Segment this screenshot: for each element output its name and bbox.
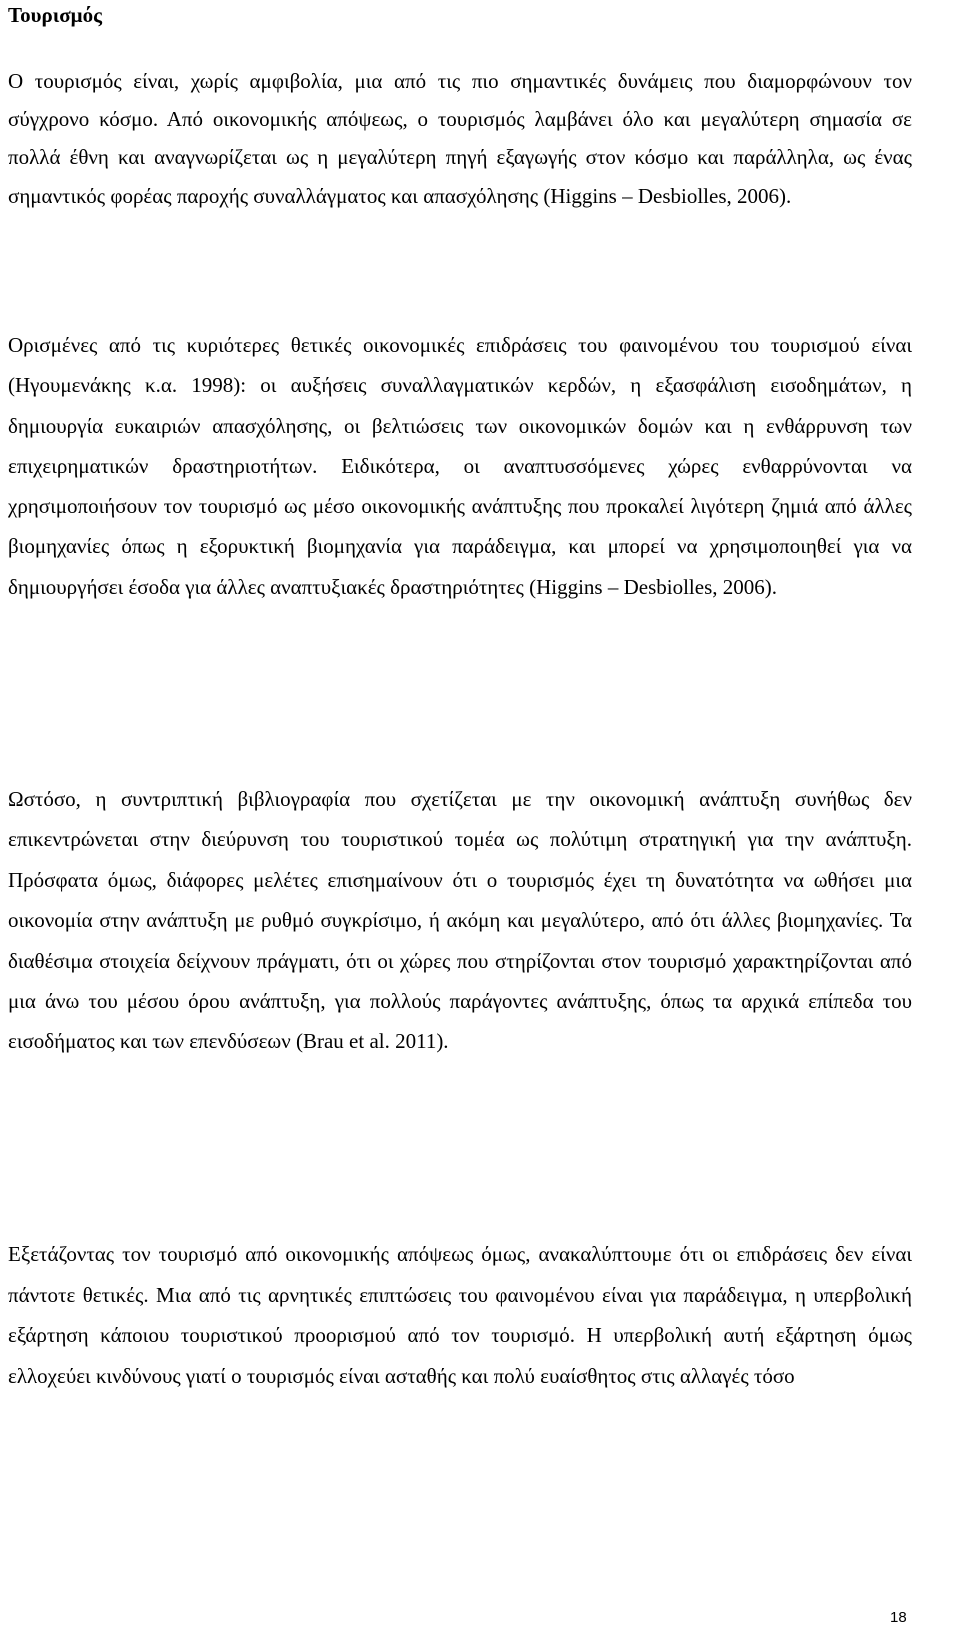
page-number: 18: [890, 1609, 907, 1626]
paragraph-4: Εξετάζοντας τον τουρισμό από οικονομικής απόψεως όμως, ανακαλύπτουμε ότι οι επιδράσεις δεν είναι πάντοτε θετικές. Μια από τις αρνητικές επιπτώσεις του φαινομένου είναι για παράδειγμα, η υπερβολική εξάρτηση κάποιου τουριστικού προορισμού από τον τουρισμό. Η υπερβολική αυτή εξάρτηση όμως ελλοχεύει κινδύνους γιατί ο τουρισμός είναι ασταθής και πολύ ευαίσθητος στις αλλαγές τόσο: [8, 1242, 912, 1388]
paragraph-3: Ωστόσο, η συντριπτική βιβλιογραφία που σχετίζεται με την οικονομική ανάπτυξη συνήθως δεν επικεντρώνεται στην διεύρυνση του τουριστικού τομέα ως πολύτιμη στρατηγική για την ανάπτυξη. Πρόσφατα όμως, διάφορες μελέτες επισημαίνουν ότι ο τουρισμός έχει τη δυνατότητα να ωθήσει μια οικονομία στην ανάπτυξη με ρυθμό συγκρίσιμο, ή ακόμη και μεγαλύτερο, από ότι άλλες βιομηχανίες. Τα διαθέσιμα στοιχεία δείχνουν πράγματι, ότι οι χώρες που στηρίζονται στον τουρισμό χαρακτηρίζονται από μια άνω του μέσου όρου ανάπτυξη, για πολλούς παράγοντες ανάπτυξης, όπως τα αρχικά επίπεδα του εισοδήματος και των επενδύσεων (Brau et al. 2011).: [8, 787, 912, 1054]
paragraph-2: Ορισμένες από τις κυριότερες θετικές οικονομικές επιδράσεις του φαινομένου του τουρισμού είναι (Ηγουμενάκης κ.α. 1998): οι αυξήσεις συναλλαγματικών κερδών, η εξασφάλιση εισοδημάτων, η δημιουργία ευκαιριών απασχόλησης, οι βελτιώσεις των οικονομικών δομών και η ενθάρρυνση των επιχειρηματικών δραστηριοτήτων. Ειδικότερα, οι αναπτυσσόμενες χώρες ενθαρρύνονται να χρησιμοποιήσουν τον τουρισμό ως μέσο οικονομικής ανάπτυξης που προκαλεί λιγότερη ζημιά από άλλες βιομηχανίες όπως η εξορυκτική βιομηχανία για παράδειγμα, και μπορεί να χρησιμοποιηθεί για να δημιουργήσει έσοδα για άλλες αναπτυξιακές δραστηριότητες (Higgins – Desbiolles, 2006).: [8, 333, 912, 599]
paragraph-1: Ο τουρισμός είναι, χωρίς αμφιβολία, μια από τις πιο σημαντικές δυνάμεις που διαμορφώνουν τον σύγχρονο κόσμο. Από οικονομικής απόψεως, ο τουρισμός λαμβάνει όλο και μεγαλύτερη σημασία σε πολλά έθνη και αναγνωρίζεται ως η μεγαλύτερη πηγή εξαγωγής στον κόσμο και παράλληλα, ως ένας σημαντικός φορέας παροχής συναλλάγματος και απασχόλησης (Higgins – Desbiolles, 2006).: [8, 69, 912, 208]
section-heading: Τουρισμός: [8, 3, 102, 27]
